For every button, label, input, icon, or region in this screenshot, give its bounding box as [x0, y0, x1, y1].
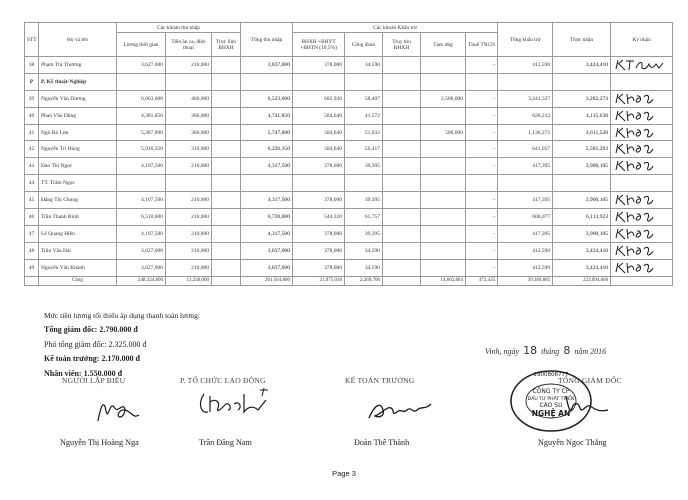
cell-advance: [421, 225, 466, 242]
payroll-body: [25, 57, 673, 286]
header-deduct-group: Các khoản Khấu trừ: [293, 23, 498, 33]
cell-advance: [421, 209, 466, 226]
cell-tax: -: [466, 57, 498, 74]
cell-arrears: [383, 158, 421, 175]
total-income: 261,564,800: [241, 276, 293, 285]
cell-name: Đào Thị Ngọc: [39, 158, 117, 175]
total-overtime: 13,240,000: [166, 276, 212, 285]
cell-tax: -: [466, 242, 498, 259]
signature-scribble-icon: [613, 109, 668, 123]
cell-advance: 500,000: [421, 124, 466, 141]
cell-overtime: 360,000: [166, 124, 212, 141]
cell-allowance: [212, 141, 241, 158]
signature-scribble-icon: [613, 261, 668, 275]
total-label: Cộng: [39, 276, 117, 285]
cell-union: 39,395: [345, 225, 383, 242]
cell-name: Trần Văn Hải: [39, 242, 117, 259]
cell-total: 4,317,500: [241, 225, 293, 242]
cell-signature: [611, 192, 673, 209]
cell-bhxh: 682,920: [293, 90, 345, 107]
cell-bhxh: 378,000: [293, 242, 345, 259]
cell-total: 4,317,500: [241, 158, 293, 175]
cell-tax: -: [466, 107, 498, 124]
cell-union: 34,590: [345, 242, 383, 259]
cell-tax: -: [466, 124, 498, 141]
cell-net: 3,282,273: [553, 90, 611, 107]
cell-salary: 6,063,600: [117, 90, 166, 107]
cell-signature: [611, 57, 673, 74]
cell-stt: 45: [25, 192, 39, 209]
document-date: [485, 344, 606, 357]
cell-overtime: 210,000: [166, 57, 212, 74]
cell-union: 34,590: [345, 57, 383, 74]
cell-overtime: 210,000: [166, 225, 212, 242]
cell-total-deduct: 641,057: [498, 141, 553, 158]
cell-name: Trần Thanh Bình: [39, 209, 117, 226]
cell-salary: 3,627,000: [117, 242, 166, 259]
total-allowance: [212, 276, 241, 285]
cell-total-deduct: 417,395: [498, 225, 553, 242]
notes-line: Nhân viên: 1.550.000 đ: [44, 368, 123, 378]
cell-stt: P: [25, 73, 39, 90]
cell-total-deduct: 3,241,327: [498, 90, 553, 107]
cell-total: 6,226,350: [241, 141, 293, 158]
cell-stt: 38: [25, 57, 39, 74]
cell-stt: 44: [25, 175, 39, 192]
cell-overtime: 210,000: [166, 259, 212, 276]
cell-net: 3,900,105: [553, 192, 611, 209]
cell-arrears: [383, 141, 421, 158]
cell-allowance: [212, 225, 241, 242]
table-row-section: [25, 175, 673, 192]
cell-union: 41,572: [345, 107, 383, 124]
cell-arrears: [383, 259, 421, 276]
header-advance: Tạm ứng: [421, 33, 466, 57]
signature-scribble-icon: [613, 210, 668, 224]
cell-bhxh: 378,000: [293, 259, 345, 276]
cell-allowance: [212, 192, 241, 209]
cell-tax: -: [466, 158, 498, 175]
signer-title-preparer: NGƯỜI LẬP BIỂU: [62, 376, 126, 385]
cell-section-name: P. Kỹ thuật-Nghiệp: [39, 73, 117, 90]
signer-name-hr: Trần Đăng Nam: [199, 438, 252, 447]
cell-net: 3,424,410: [553, 57, 611, 74]
cell-allowance: [212, 259, 241, 276]
signature-preparer-icon: [95, 395, 145, 427]
cell-overtime: 310,000: [166, 141, 212, 158]
cell-salary: 4,107,500: [117, 158, 166, 175]
cell-advance: [421, 242, 466, 259]
cell-stt: 39: [25, 90, 39, 107]
cell-name: Lê Quang Hiền: [39, 225, 117, 242]
header-overtime: Tiền ăn ca, điện thoại: [166, 33, 212, 57]
cell-arrears: [383, 209, 421, 226]
cell-signature: [611, 107, 673, 124]
signer-title-hr: P. TỔ CHỨC LAO ĐỘNG: [180, 376, 266, 385]
signature-chief-accountant-icon: [365, 398, 437, 422]
signature-hr-icon: [196, 388, 276, 422]
stamp-line4: NGHỆ AN: [531, 409, 571, 418]
cell-net: 6,113,923: [553, 209, 611, 226]
cell-tax: -: [466, 192, 498, 209]
cell-net: 4,115,638: [553, 107, 611, 124]
total-arrears: [383, 276, 421, 285]
cell-salary: 6,510,000: [117, 209, 166, 226]
cell-advance: [421, 158, 466, 175]
signature-scribble-icon: [613, 92, 668, 106]
cell-tax: -: [466, 259, 498, 276]
cell-signature: [611, 259, 673, 276]
cell-signature: [611, 158, 673, 175]
total-deduct: 39,389,885: [498, 276, 553, 285]
cell-total: 3,837,000: [241, 242, 293, 259]
total-bhxh: 21,975,030: [293, 276, 345, 285]
cell-total: 4,317,500: [241, 192, 293, 209]
cell-union: 58,407: [345, 90, 383, 107]
cell-stt: 48: [25, 242, 39, 259]
date-month-label: tháng: [541, 347, 560, 356]
cell-name: Ngô Bá Lưu: [39, 124, 117, 141]
table-row: [25, 209, 673, 226]
cell-name: Nguyễn Văn Khánh: [39, 259, 117, 276]
table-row: [25, 90, 673, 107]
cell-union: 56,417: [345, 141, 383, 158]
cell-union: 34,590: [345, 259, 383, 276]
signature-scribble-icon: [613, 142, 668, 156]
cell-stt: 49: [25, 259, 39, 276]
cell-arrears: [383, 90, 421, 107]
cell-tax: -: [466, 90, 498, 107]
cell-advance: [421, 192, 466, 209]
header-union: Công đoàn: [345, 33, 383, 57]
cell-arrears: [383, 124, 421, 141]
date-year: năm 2016: [574, 347, 607, 356]
cell-overtime: 460,000: [166, 90, 212, 107]
cell-net: 3,424,410: [553, 242, 611, 259]
notes-line: Kế toán trưởng: 2.170.000 đ: [44, 354, 140, 364]
table-row-section: [25, 73, 673, 90]
cell-total-deduct: 1,136,272: [498, 124, 553, 141]
cell-salary: 3,627,000: [117, 259, 166, 276]
cell-net: 3,900,105: [553, 158, 611, 175]
signer-title-chief-accountant: KẾ TOÁN TRƯỞNG: [345, 376, 415, 385]
cell-total-deduct: 412,590: [498, 259, 553, 276]
header-income-group: Các khoản thu nhập: [117, 23, 241, 33]
cell-section-name: TT. Trâm Ngọc: [39, 175, 117, 192]
cell-allowance: [212, 242, 241, 259]
header-bhxh: BHXH +BHYT +BHTN (10,5%): [293, 33, 345, 57]
cell-stt: 40: [25, 107, 39, 124]
cell-signature: [611, 225, 673, 242]
cell-total: 6,720,000: [241, 209, 293, 226]
stamp-line3: CAO SU: [539, 402, 563, 409]
cell-arrears: [383, 57, 421, 74]
company-stamp-icon: [507, 366, 595, 436]
cell-overtime: 360,000: [166, 107, 212, 124]
cell-union: 51,632: [345, 124, 383, 141]
cell-bhxh: 378,000: [293, 158, 345, 175]
cell-salary: 4,107,500: [117, 192, 166, 209]
signature-scribble-icon: [613, 244, 668, 258]
cell-signature: [611, 209, 673, 226]
cell-name: Nguyễn Văn Dương: [39, 90, 117, 107]
cell-arrears: [383, 107, 421, 124]
cell-advance: [421, 107, 466, 124]
table-row: [25, 259, 673, 276]
cell-tax: -: [466, 209, 498, 226]
cell-bhxh: 584,640: [293, 107, 345, 124]
total-tax: 472,435: [466, 276, 498, 285]
table-total-row: [25, 276, 673, 285]
cell-bhxh: 378,000: [293, 57, 345, 74]
cell-advance: [421, 57, 466, 74]
cell-total: 5,747,800: [241, 124, 293, 141]
payroll-table: [24, 22, 673, 286]
table-row: [25, 107, 673, 124]
cell-allowance: [212, 209, 241, 226]
table-row: [25, 192, 673, 209]
cell-bhxh: 584,640: [293, 141, 345, 158]
signer-name-director: Nguyễn Ngọc Thắng: [538, 438, 607, 447]
table-row: [25, 225, 673, 242]
cell-bhxh: 584,640: [293, 124, 345, 141]
cell-overtime: 210,000: [166, 209, 212, 226]
total-union: 2,269,706: [345, 276, 383, 285]
signature-scribble-icon: [613, 159, 668, 173]
table-row: [25, 124, 673, 141]
cell-salary: 4,107,500: [117, 225, 166, 242]
cell-allowance: [212, 107, 241, 124]
cell-name: Đặng Thị Chung: [39, 192, 117, 209]
notes-line: Tổng giám đốc: 2.790.000 đ: [44, 325, 138, 335]
cell-union: 39,395: [345, 192, 383, 209]
cell-stt: 42: [25, 141, 39, 158]
cell-net: 5,585,293: [553, 141, 611, 158]
header-total-deduct: Tổng khấu trừ: [498, 23, 553, 57]
cell-salary: 5,916,350: [117, 141, 166, 158]
cell-name: Nguyễn Trí Hùng: [39, 141, 117, 158]
header-net: Thực nhận: [553, 23, 611, 57]
total-net: 222,094,666: [553, 276, 611, 285]
cell-name: Phan Văn Dũng: [39, 107, 117, 124]
cell-allowance: [212, 158, 241, 175]
cell-salary: 4,381,850: [117, 107, 166, 124]
cell-bhxh: 378,000: [293, 192, 345, 209]
cell-tax: -: [466, 141, 498, 158]
cell-overtime: 210,000: [166, 192, 212, 209]
stamp-code: 2900806777: [533, 372, 569, 378]
cell-total-deduct: 412,590: [498, 242, 553, 259]
table-row: [25, 141, 673, 158]
cell-overtime: 210,000: [166, 158, 212, 175]
date-day: 18: [523, 344, 538, 357]
cell-total: 4,741,850: [241, 107, 293, 124]
header-sign: Ký nhận: [611, 23, 673, 57]
signature-scribble-icon: [613, 58, 668, 72]
notes-intro: Mức tiền lương tối thiểu áp dụng thanh toán lương:: [44, 311, 200, 320]
signer-title-director: TỔNG GIÁM ĐỐC: [558, 376, 622, 385]
cell-signature: [611, 124, 673, 141]
cell-net: 3,900,105: [553, 225, 611, 242]
cell-arrears: [383, 192, 421, 209]
cell-total: 3,837,000: [241, 259, 293, 276]
cell-allowance: [212, 124, 241, 141]
cell-total-deduct: 417,395: [498, 158, 553, 175]
cell-allowance: [212, 57, 241, 74]
header-allowance: Truy lĩnh BHXH: [212, 33, 241, 57]
cell-overtime: 210,000: [166, 242, 212, 259]
header-name: Họ và tên: [39, 23, 117, 57]
signature-scribble-icon: [613, 227, 668, 241]
cell-stt: 47: [25, 225, 39, 242]
cell-arrears: [383, 242, 421, 259]
page-number: Page 3: [332, 469, 356, 478]
cell-bhxh: 544,320: [293, 209, 345, 226]
cell-allowance: [212, 90, 241, 107]
minimum-wage-notes: [44, 309, 200, 381]
signer-name-chief-accountant: Đoàn Thế Thành: [354, 438, 410, 447]
total-advance: 14,662,884: [421, 276, 466, 285]
cell-net: 4,611,528: [553, 124, 611, 141]
stamp-line2: ĐẦU TƯ PHÁT TRIỂN: [527, 397, 575, 402]
date-month: 8: [563, 344, 571, 357]
cell-union: 39,395: [345, 158, 383, 175]
cell-total: 6,523,600: [241, 90, 293, 107]
cell-signature: [611, 242, 673, 259]
cell-total-deduct: 626,212: [498, 107, 553, 124]
cell-salary: 3,627,000: [117, 57, 166, 74]
cell-advance: [421, 259, 466, 276]
header-arrears: Truy thu BHXH: [383, 33, 421, 57]
header-salary: Lương thời gian: [117, 33, 166, 57]
date-prefix: Vinh, ngày: [485, 347, 520, 356]
cell-stt: 43: [25, 158, 39, 175]
header-stt: STT: [25, 23, 39, 57]
cell-total: 3,837,000: [241, 57, 293, 74]
notes-line: Phó tổng giám đốc: 2.325.000 đ: [44, 339, 147, 349]
stamp-line1: CÔNG TY CP: [532, 388, 570, 395]
cell-advance: 2,500,000: [421, 90, 466, 107]
cell-union: 61,757: [345, 209, 383, 226]
table-row: [25, 57, 673, 74]
cell-total-deduct: 606,077: [498, 209, 553, 226]
cell-total-deduct: 412,590: [498, 57, 553, 74]
cell-signature: [611, 141, 673, 158]
cell-signature: [611, 90, 673, 107]
cell-name: Phạm Thị Thương: [39, 57, 117, 74]
signer-name-preparer: Nguyễn Thị Hoàng Nga: [60, 438, 139, 447]
cell-stt: 41: [25, 124, 39, 141]
cell-arrears: [383, 225, 421, 242]
signature-scribble-icon: [613, 126, 668, 140]
cell-stt: 46: [25, 209, 39, 226]
cell-salary: 5,387,800: [117, 124, 166, 141]
table-row: [25, 242, 673, 259]
header-tax: Thuế TNCN: [466, 33, 498, 57]
cell-total-deduct: 417,395: [498, 192, 553, 209]
cell-bhxh: 378,000: [293, 225, 345, 242]
cell-advance: [421, 141, 466, 158]
cell-net: 3,424,410: [553, 259, 611, 276]
total-salary: 248,324,800: [117, 276, 166, 285]
signature-scribble-icon: [613, 193, 668, 207]
cell-tax: -: [466, 225, 498, 242]
header-total-income: Tổng thu nhập: [241, 23, 293, 57]
table-row: [25, 158, 673, 175]
